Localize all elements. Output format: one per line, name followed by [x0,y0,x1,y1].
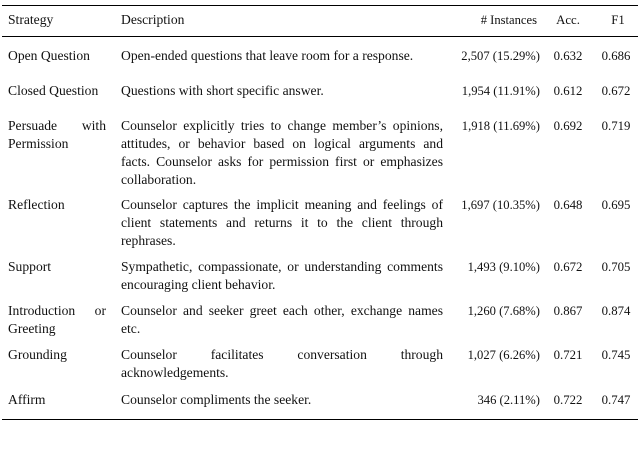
acc-cell: 0.692 [553,119,583,133]
header-rule [2,36,638,37]
f1-cell: 0.747 [601,393,631,407]
f1-cell: 0.745 [601,348,631,362]
header-strategy: Strategy [8,12,54,27]
header-f1: F1 [611,13,625,27]
instances-cell: 1,260 (7.68%) [467,304,540,318]
strategy-cell: Introduction or Greeting [8,303,106,336]
description-cell: Sympathetic, compassionate, or understanding comments encouraging client behavior. [121,259,443,292]
instances-cell: 1,918 (11.69%) [461,119,540,133]
instances-cell: 1,954 (11.91%) [461,84,540,98]
table-row [0,391,640,451]
description-cell: Counselor facilitates conversation through acknowledgements. [121,347,443,380]
header-acc: Acc. [556,13,580,27]
strategy-cell: Reflection [8,197,65,212]
description-cell: Counselor compliments the seeker. [121,392,312,407]
strategy-cell: Open Question [8,48,90,63]
instances-cell: 2,507 (15.29%) [461,49,540,63]
acc-cell: 0.722 [553,393,583,407]
acc-cell: 0.612 [553,84,583,98]
strategy-cell: Grounding [8,347,67,362]
strategy-cell: Closed Question [8,83,99,98]
acc-cell: 0.867 [553,304,583,318]
table-row [0,196,640,256]
acc-cell: 0.721 [553,348,583,362]
acc-cell: 0.632 [553,49,583,63]
f1-cell: 0.874 [601,304,631,318]
description-cell: Counselor and seeker greet each other, exchange names etc. [121,303,443,336]
instances-cell: 1,697 (10.35%) [461,198,540,212]
description-cell: Counselor captures the implicit meaning and feelings of client statements and returns it to the client through rephrases. [121,197,443,248]
f1-cell: 0.705 [601,260,631,274]
table-row [0,117,640,187]
instances-cell: 346 (2.11%) [477,393,540,407]
f1-cell: 0.719 [601,119,631,133]
f1-cell: 0.695 [601,198,631,212]
description-cell: Questions with short specific answer. [121,83,324,98]
instances-cell: 1,027 (6.26%) [467,348,540,362]
header-instances: # Instances [480,13,537,27]
table-bottom-rule [2,419,638,420]
instances-cell: 1,493 (9.10%) [467,260,540,274]
acc-cell: 0.648 [553,198,583,212]
acc-cell: 0.672 [553,260,583,274]
header-description: Description [121,12,185,27]
strategy-cell: Affirm [8,392,46,407]
f1-cell: 0.672 [601,84,631,98]
strategy-cell: Persuade with Permission [8,118,106,151]
f1-cell: 0.686 [601,49,631,63]
table-top-rule [2,5,638,6]
description-cell: Open-ended questions that leave room for a response. [121,48,414,63]
description-cell: Counselor explicitly tries to change member’s opinions, attitudes, or behavior based on logical arguments and facts. Counselor asks for permission first or emphasizes collaboration. [121,118,443,187]
strategy-cell: Support [8,259,52,274]
